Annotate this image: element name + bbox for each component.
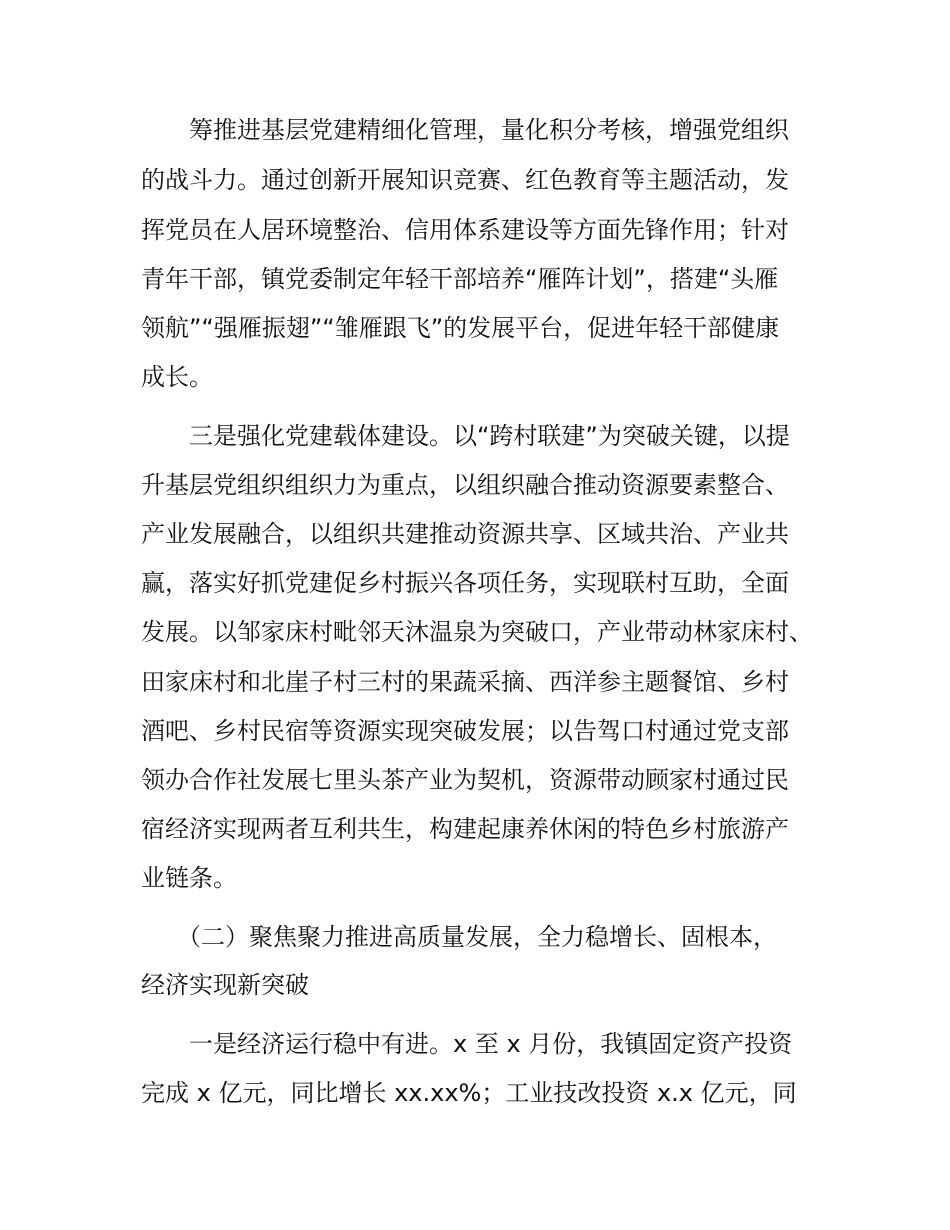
text-line: 一是经济运行稳中有进。x 至 x 月份，我镇固定资产投资: [141, 1030, 793, 1058]
text-line: 发展。以邹家床村毗邻天沐温泉为突破口，产业带动林家床村、: [141, 618, 813, 646]
text-line: 业链条。: [141, 864, 237, 892]
text-line: 完成 x 亿元，同比增长 xx.xx%；工业技改投资 x.x 亿元，同: [141, 1079, 797, 1107]
text-line: 升基层党组织组织力为重点，以组织融合推动资源要素整合、: [141, 471, 789, 499]
text-line: 挥党员在人居环境整治、信用体系建设等方面先锋作用；针对: [141, 216, 789, 244]
text-line: 的战斗力。通过创新开展知识竞赛、红色教育等主题活动，发: [141, 166, 789, 194]
text-line: 领办合作社发展七里头茶产业为契机，资源带动顾家村通过民: [141, 766, 789, 794]
text-line: 青年干部，镇党委制定年轻干部培养“雁阵计划”，搭建“头雁: [141, 265, 779, 293]
text-line: 筹推进基层党建精细化管理，量化积分考核，增强党组织: [141, 116, 789, 144]
text-line: 产业发展融合，以组织共建推动资源共享、区域共治、产业共: [141, 520, 789, 548]
text-line: 三是强化党建载体建设。以“跨村联建”为突破关键，以提: [141, 422, 790, 450]
text-line: 宿经济实现两者互利共生，构建起康养休闲的特色乡村旅游产: [141, 815, 789, 843]
section-heading-line: 经济实现新突破: [141, 971, 309, 999]
text-line: 田家床村和北崖子村三村的果蔬采摘、西洋参主题餐馆、乡村: [141, 668, 789, 696]
text-line: 领航”“强雁振翅”“雏雁跟飞”的发展平台，促进年轻干部健康: [141, 314, 780, 342]
text-line: 成长。: [141, 363, 213, 391]
text-line: 酒吧、乡村民宿等资源实现突破发展；以告驾口村通过党支部: [141, 717, 789, 745]
text-line: 赢，落实好抓党建促乡村振兴各项任务，实现联村互助，全面: [141, 569, 789, 597]
section-heading-line: （二）聚焦聚力推进高质量发展，全力稳增长、固根本，: [141, 923, 777, 951]
